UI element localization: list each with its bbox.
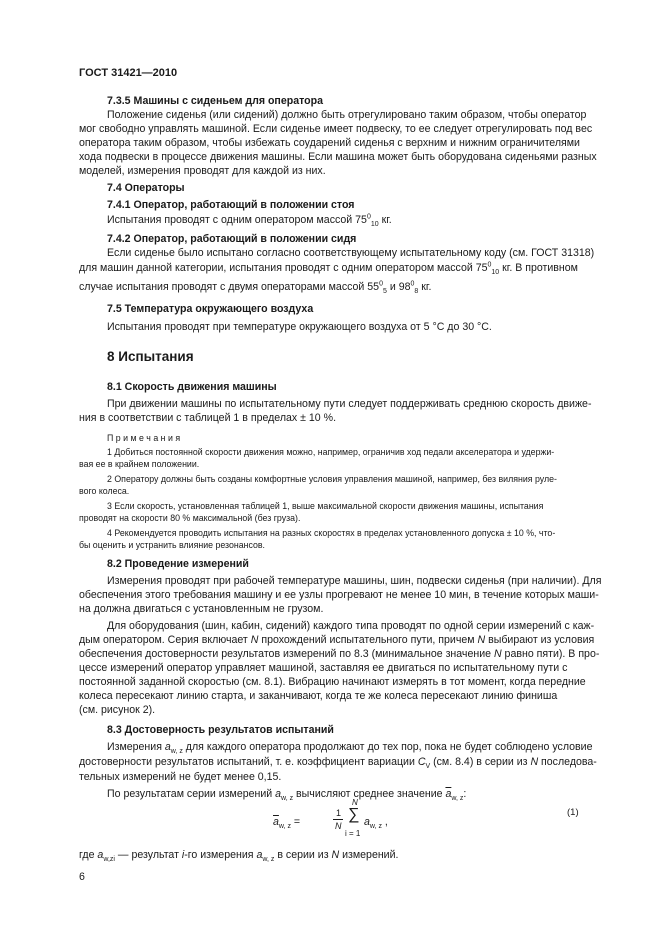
heading-8-3: 8.3 Достоверность результатов испытаний	[107, 724, 334, 736]
paragraph-line: цессе измерений оператор управляет машиной, заставляя ее двигаться по испытательному пути с	[79, 662, 568, 674]
note-line: вого колеса.	[79, 486, 130, 496]
paragraph-line: моделей, измерения проводят для каждой из них.	[79, 165, 326, 177]
fraction-numerator: 1	[336, 808, 342, 818]
heading-7-4: 7.4 Операторы	[107, 182, 185, 194]
note-line: 2 Оператору должны быть созданы комфортные условия управления машиной, например, без виляния руле-	[107, 474, 557, 484]
paragraph-line: для машин данной категории, испытания проводят с одним оператором массой $75^0_{10}$ кг. В противном	[79, 261, 578, 277]
paragraph-line: обеспечения достоверности результатов измерений по 8.3 (минимальное значение N равно пяти). В про-	[79, 648, 600, 660]
paragraph-line: Испытания проводят с одним оператором массой $75^0_{10}$ кг.	[107, 213, 392, 229]
paragraph-line: Положение сиденья (или сидений) должно быть отрегулировано таким образом, чтобы оператор	[107, 109, 587, 121]
section-heading-8: 8 Испытания	[107, 349, 194, 364]
paragraph-line: (см. рисунок 2).	[79, 704, 156, 716]
paragraph-line: Испытания проводят при температуре окружающего воздуха от 5 °С до 30 °С.	[107, 321, 492, 333]
paragraph-line: где $a_{w,zi}$ — результат i-го измерения $a_{w, z}$ в серии из N измерений.	[79, 849, 399, 864]
paragraph-line: При движении машины по испытательному пути следует поддерживать среднюю скорость движе-	[107, 398, 592, 410]
sum-upper-limit: N	[352, 798, 358, 807]
paragraph-line: дым оператором. Серия включает N прохождений испытательного пути, причем N выбирают из условия	[79, 634, 595, 646]
paragraph-line: мог свободно управлять машиной. Если сиденье имеет подвеску, то ее следует отрегулировать под вес	[79, 123, 593, 135]
page-number: 6	[79, 871, 85, 883]
formula-term: $a_{w, z}$ ,	[364, 816, 388, 831]
paragraph-line: случае испытания проводят с двумя операторами массой $55^0_5$ и $98^0_8$ кг.	[79, 280, 432, 296]
paragraph-line: колеса пересекают линию старта, и заканчивают, когда те же колеса пересекают линию финиша	[79, 690, 558, 702]
note-line: 3 Если скорость, установленная таблицей 1, выше максимальной скорости движения машины, испытания	[107, 501, 544, 511]
heading-7-4-2: 7.4.2 Оператор, работающий в положении сидя	[107, 233, 357, 245]
note-line: 4 Рекомендуется проводить испытания на разных скоростях в пределах установленного допуска ± 10 %, что-	[107, 528, 556, 538]
note-line: вая ее в крайнем положении.	[79, 459, 200, 469]
formula-number: (1)	[567, 807, 579, 818]
heading-7-3-5: 7.3.5 Машины с сиденьем для оператора	[107, 95, 323, 107]
paragraph-line: хода подвески в процессе движения машины. Если машина может быть оборудована сиденьями разных	[79, 151, 597, 163]
paragraph-line: По результатам серии измерений $a_{w, z}$ вычисляют среднее значение $\overline{a}_{w, z}$:	[107, 788, 467, 803]
paragraph-line: Измерения проводят при рабочей температуре машины, шин, подвески сиденья (при наличии). Для	[107, 575, 602, 587]
heading-8-2: 8.2 Проведение измерений	[107, 558, 249, 570]
heading-8-1: 8.1 Скорость движения машины	[107, 381, 277, 393]
sum-symbol: ∑	[348, 806, 360, 823]
fraction-denominator: N	[335, 821, 342, 831]
paragraph-line: ния в соответствии с таблицей 1 в пределах ± 10 %.	[79, 412, 337, 424]
note-line: 1 Добиться постоянной скорости движения можно, например, ограничив ход педали акселератора и удержи-	[107, 447, 555, 457]
formula-mean: $\overline{a}_{w, z}$ =	[273, 816, 301, 831]
paragraph-line: постоянной заданной скоростью (см. 8.1). Вибрацию начинают измерять в тот момент, когда передние	[79, 676, 586, 688]
document-header: ГОСТ 31421—2010	[79, 67, 178, 79]
sum-lower-limit: i = 1	[345, 829, 361, 838]
fraction-bar	[333, 819, 343, 820]
paragraph-line: Если сиденье было испытано согласно соответствующему испытательному коду (см. ГОСТ 31318)	[107, 247, 595, 259]
paragraph-line: оператора таким образом, чтобы избежать соударений сиденья с верхним и нижним ограничителями	[79, 137, 580, 149]
paragraph-line: достоверности результатов испытаний, т. е. коэффициент вариации $C_V$ (см. 8.4) в серии из N последова-	[79, 756, 597, 771]
paragraph-line: тельных измерений не будет менее 0,15.	[79, 771, 282, 783]
note-line: бы оценить и устранить влияние резонансов.	[79, 540, 265, 550]
note-line: проводят на скорости 80 % максимальной (без груза).	[79, 513, 301, 523]
heading-7-4-1: 7.4.1 Оператор, работающий в положении стоя	[107, 199, 355, 211]
paragraph-line: на должна двигаться с установленным не грузом.	[79, 603, 324, 615]
paragraph-line: Для оборудования (шин, кабин, сидений) каждого типа проводят по одной серии измерений с каж-	[107, 620, 595, 632]
paragraph-line: Измерения $a_{w, z}$ для каждого оператора продолжают до тех пор, пока не будет соблюдено условие	[107, 741, 593, 756]
heading-7-5: 7.5 Температура окружающего воздуха	[107, 303, 314, 315]
paragraph-line: обеспечения этого требования машину и ее узлы прогревают не менее 10 мин, в течение которых маши-	[79, 589, 599, 601]
notes-title: П р и м е ч а н и я	[107, 433, 181, 443]
